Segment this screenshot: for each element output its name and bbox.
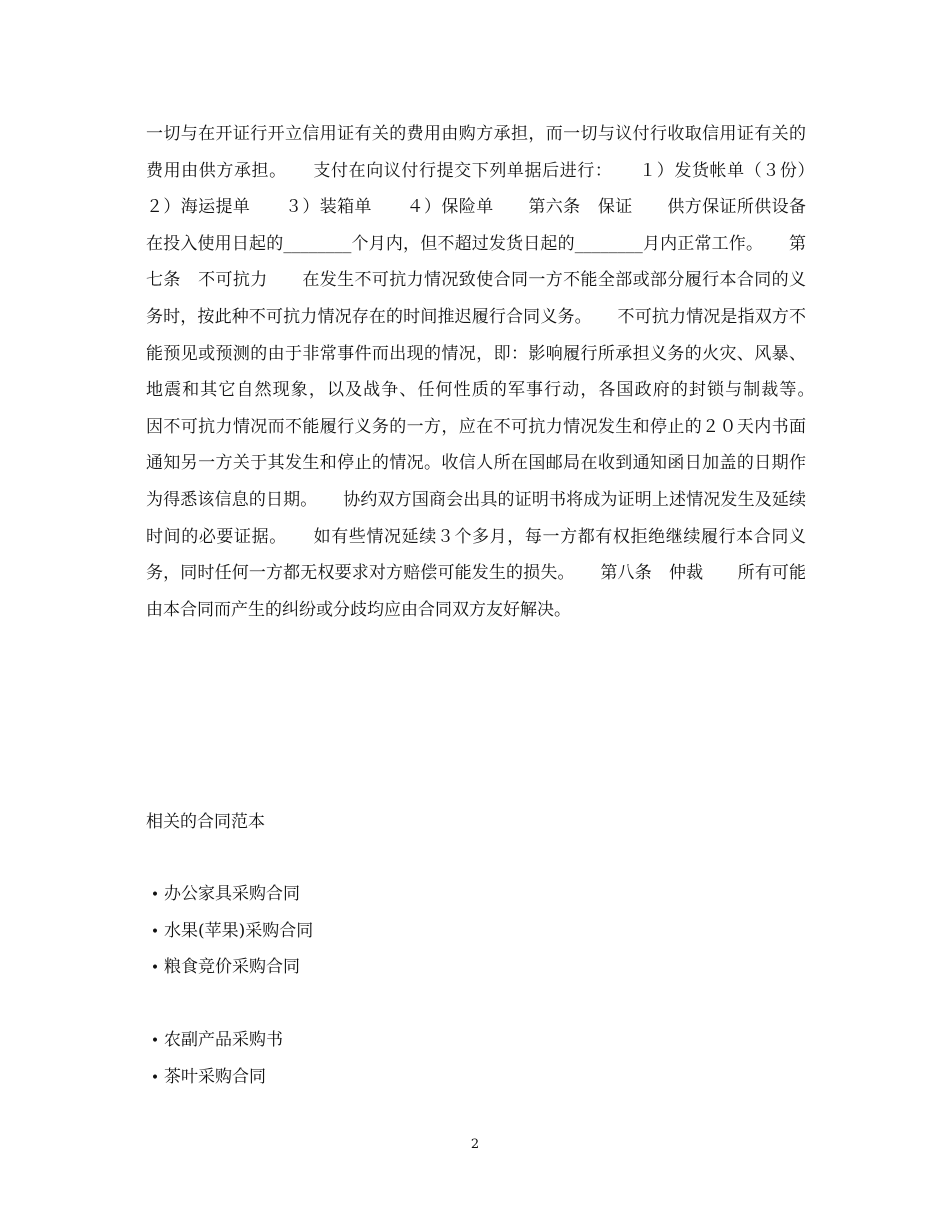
list-item[interactable] <box>146 949 313 986</box>
bullet-icon: • <box>150 960 160 976</box>
related-template-link[interactable]: 茶叶采购合同 <box>164 1066 266 1087</box>
bullet-icon: • <box>150 1033 160 1049</box>
page-number: 2 <box>470 1137 480 1152</box>
contract-body-text: 一切与在开证行开立信用证有关的费用由购方承担，而一切与议付行收取信用证有关的费用由供方承担。 支付在向议付行提交下列单据后进行： １）发货帐单（３份） ２）海运提单 ３）装箱单 ４）保险单 第六条 保证 供方保证所供设备在投入使用日起的________个月内，但不超过发货日起的________月内正常工作。 第七条 不可抗力 在发生不可抗力情况致使合同一方不能全部或部分履行本合同的义务时，按此种不可抗力情况存在的时间推迟履行合同义务。 不可抗力情况是指双方不能预见或预测的由于非常事件而出现的情况，即：影响履行所承担义务的火灾、风暴、地震和其它自然现象，以及战争、任何性质的军事行动，各国政府的封锁与制裁等。 因不可抗力情况而不能履行义务的一方，应在不可抗力情况发生和停止的２０天内书面通知另一方关于其发生和停止的情况。收信人所在国邮局在收到通知函日加盖的日期作为得悉该信息的日期。 协约双方国商会出具的证明书将成为证明上述情况发生及延续时间的必要证据。 如有些情况延续３个多月，每一方都有权拒绝继续履行本合同义务，同时任何一方都无权要求对方赔偿可能发生的损失。 第八条 仲裁 所有可能由本合同而产生的纠纷或分歧均应由合同双方友好解决。 <box>146 124 840 620</box>
list-item[interactable] <box>146 876 313 913</box>
related-templates-list <box>146 1022 283 1095</box>
list-item[interactable] <box>146 1059 283 1096</box>
list-item[interactable] <box>146 1022 283 1059</box>
bullet-icon: • <box>150 887 160 903</box>
bullet-icon: • <box>150 923 160 940</box>
related-template-link[interactable]: 粮食竞价采购合同 <box>164 957 300 977</box>
related-templates-list <box>146 876 313 986</box>
bullet-icon: • <box>150 1069 160 1086</box>
related-template-link[interactable]: 水果(苹果)采购合同 <box>164 920 314 941</box>
related-template-link[interactable]: 办公家具采购合同 <box>164 884 300 904</box>
list-item[interactable] <box>146 913 313 950</box>
related-template-link[interactable]: 农副产品采购书 <box>164 1030 283 1050</box>
related-templates-heading: 相关的合同范本 <box>146 812 265 832</box>
